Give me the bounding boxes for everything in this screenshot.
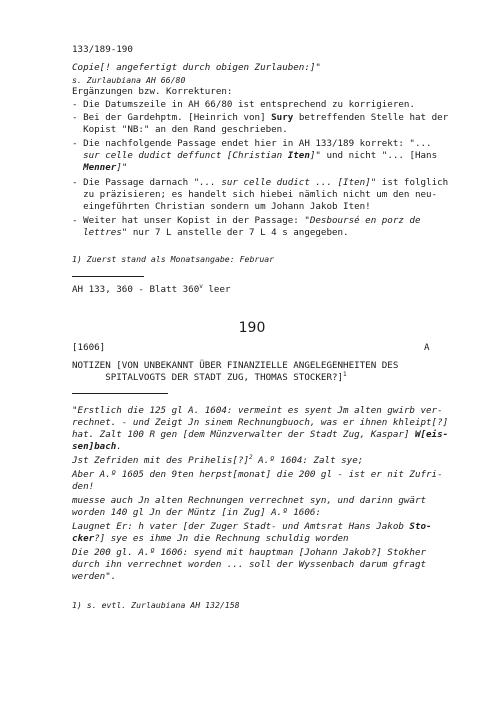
transcript-line: Die 200 gl. A.º 1606: syend mit hauptman [Johann Jakob?] Stokher — [72, 547, 427, 558]
footnote-1: 1) Zuerst stand als Monatsangabe: Februar — [72, 254, 275, 264]
correction-item-4-cont: zu präzisieren; es handelt sich hiebei nämlich nicht um den neu- — [72, 189, 438, 200]
footnote-2: 1) s. evtl. Zurlaubiana AH 132/158 — [72, 600, 240, 610]
document-number: 190 — [238, 320, 266, 336]
transcript-line: worden 140 gl Jn der Müntz [in Zug] A.º 1606: — [72, 507, 321, 518]
document-title-line-2: SPITALVOGTS DER STADT ZUG, THOMAS STOCKER?]$^1$ — [72, 371, 347, 383]
transcript-line: Jst Zefriden mit des Prihelis[?]$^2$ A.º 1604: Zalt sye; — [72, 454, 364, 466]
transcript-line: den! — [72, 481, 95, 492]
correction-item-5: - Weiter hat unser Kopist in der Passage: "Desboursé en porz de — [72, 215, 421, 226]
correction-item-5-cont: lettres" nur 7 L anstelle der 7 L 4 s angegeben. — [72, 227, 349, 238]
corrections-heading: Ergänzungen bzw. Korrekturen: — [72, 86, 233, 97]
title-separator-rule — [72, 393, 168, 394]
transcript-line: werden". — [72, 571, 117, 582]
transcript-line: rechnet. - und Zeigt Jn sinem Rechnungbuoch, was er ihnen khleipt[?] — [72, 417, 449, 428]
correction-item-2-cont: Kopist "NB:" an den Rand geschrieben. — [72, 124, 288, 135]
page-reference: 133/189-190 — [72, 44, 133, 55]
separator-rule — [72, 276, 144, 277]
transcript-line: cker?] sye es ihme Jn die Rechnung schuldig worden — [72, 533, 349, 544]
transcript-line: Aber A.º 1605 den 9ten herpst[monat] die 200 gl - ist er nit Zufri- — [72, 469, 443, 480]
blatt-note: AH 133, 360 - Blatt 360$^v$ leer — [72, 283, 231, 295]
transcript-line: durch ihn verrechnet worden ... soll der Wyssenbach darum gfragt — [72, 559, 427, 570]
copy-note: Copie[! angefertigt durch obigen Zurlauben:]" — [72, 62, 321, 73]
document-date: [1606] — [72, 342, 106, 353]
correction-item-3-cont: sur celle dudict deffunct [Christian Iten]" und nicht "... [Hans — [72, 150, 438, 161]
correction-item-3-end: Menner]" — [83, 162, 128, 173]
document-grade: A — [424, 342, 430, 353]
correction-item-1: - Die Datumszeile in AH 66/80 ist entsprechend zu korrigieren. — [72, 99, 415, 110]
correction-item-4: - Die Passage darnach "... sur celle dudict ... [Iten]" ist folglich — [72, 177, 449, 188]
transcript-line: "Erstlich die 125 gl A. 1604: vermeint es syent Jm alten gwirb ver- — [72, 405, 443, 416]
correction-item-3: - Die nachfolgende Passage endet hier in AH 133/189 korrekt: "... — [72, 138, 432, 149]
correction-item-2: - Bei der Gardehptm. [Heinrich von] Sury betreffenden Stelle hat der — [72, 112, 449, 123]
transcript-line: muesse auch Jn alten Rechnungen verrechnet syn, und darinn gwärt — [72, 495, 427, 506]
transcript-line: sen]bach. — [72, 441, 122, 452]
correction-item-4-end: eingeführten Christian sondern um Johann Jakob Iten! — [72, 201, 371, 212]
document-title-line-1: NOTIZEN [VON UNBEKANNT ÜBER FINANZIELLE ANGELEGENHEITEN DES — [72, 360, 399, 371]
transcript-line: Laugnet Er: h vater [der Zuger Stadt- und Amtsrat Hans Jakob Sto- — [72, 521, 432, 532]
source-note: s. Zurlaubiana AH 66/80 — [72, 75, 186, 85]
transcript-line: hat. Zalt 100 R gen [dem Münzverwalter der Stadt Zug, Kaspar] W[eis- — [72, 429, 449, 440]
